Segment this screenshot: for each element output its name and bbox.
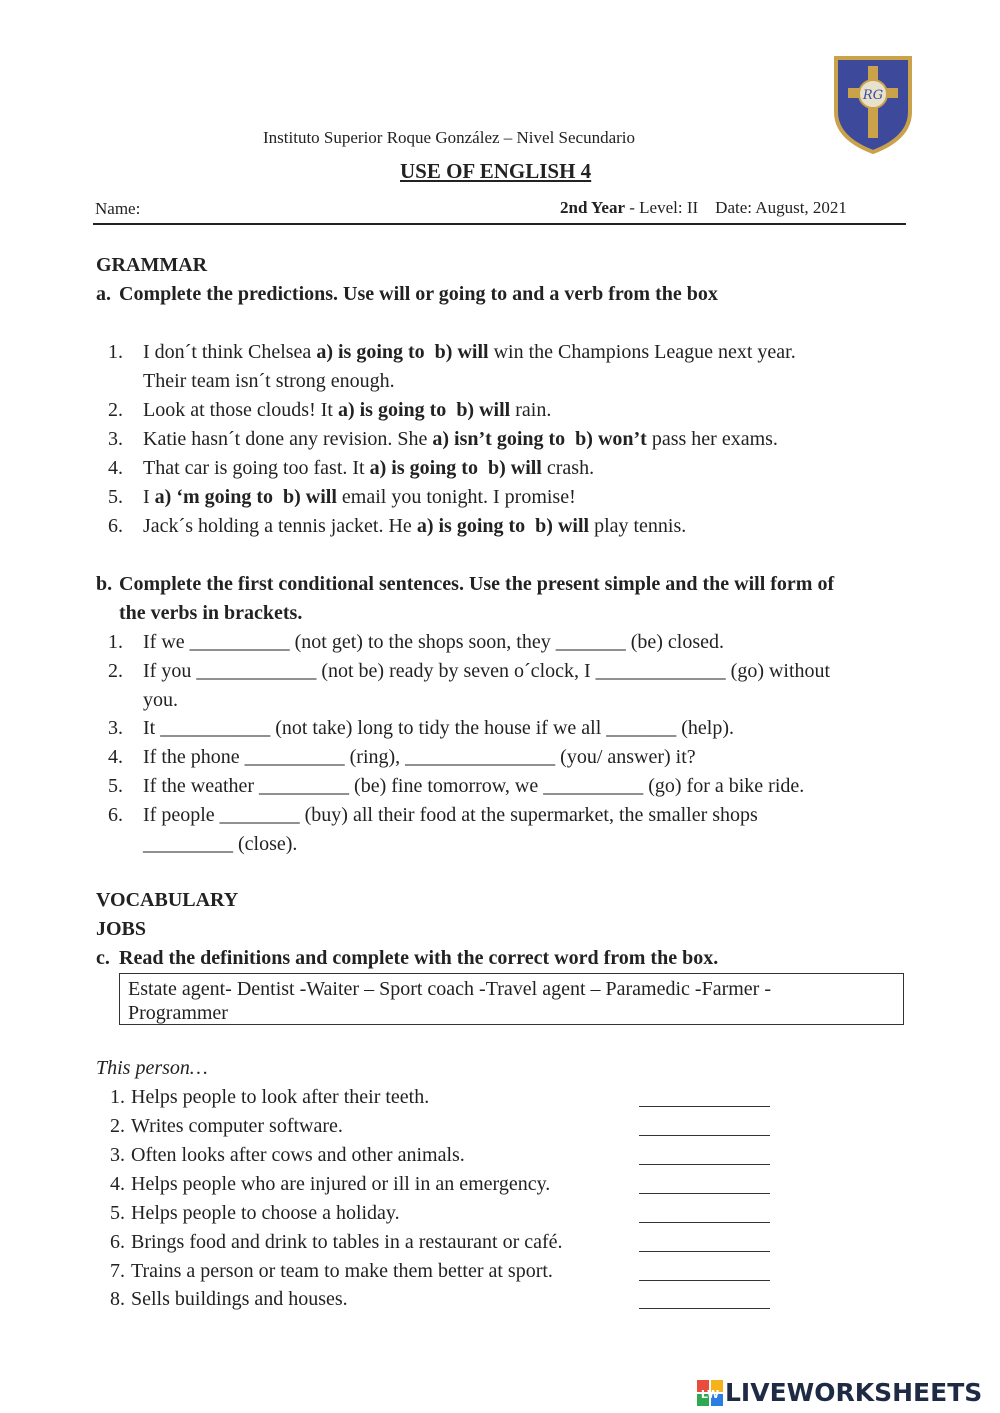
option-b[interactable]: b) will bbox=[434, 341, 489, 363]
section-b-instruction: Complete the first conditional sentences. Use the present simple and the will form of bbox=[119, 573, 835, 595]
option-a[interactable]: a) is going to bbox=[416, 515, 526, 537]
list-number: 1. bbox=[110, 1086, 125, 1108]
option-b[interactable]: b) will bbox=[456, 399, 511, 421]
list-number: 6. bbox=[108, 804, 123, 826]
section-c-label: c. bbox=[96, 947, 110, 969]
grammar-heading: GRAMMAR bbox=[96, 254, 208, 276]
date-label: Date: August, 2021 bbox=[715, 198, 847, 217]
definition-text: Helps people who are injured or ill in an emergency. bbox=[131, 1173, 551, 1195]
institute-name: Instituto Superior Roque González – Nivel Secundario bbox=[263, 128, 636, 147]
list-item bbox=[143, 487, 576, 507]
answer-blank[interactable] bbox=[639, 1106, 770, 1107]
section-b-instruction-cont: the verbs in brackets. bbox=[119, 602, 303, 624]
list-item: If people ________ (buy) all their food at the supermarket, the smaller shops bbox=[143, 804, 758, 826]
list-number: 1. bbox=[108, 631, 123, 653]
option-a[interactable]: a) isn’t going to bbox=[432, 428, 566, 450]
list-number: 2. bbox=[108, 660, 123, 682]
vocabulary-heading: VOCABULARY bbox=[96, 889, 239, 911]
list-item-continuation: Their team isn´t strong enough. bbox=[143, 370, 395, 392]
answer-blank[interactable] bbox=[639, 1164, 770, 1165]
option-a[interactable]: a) is going to bbox=[369, 457, 478, 479]
option-a[interactable]: a) is going to bbox=[337, 399, 447, 421]
list-item: If we __________ (not get) to the shops soon, they _______ (be) closed. bbox=[143, 631, 725, 653]
jobs-heading: JOBS bbox=[96, 918, 147, 940]
answer-blank[interactable] bbox=[639, 1280, 770, 1281]
definition-text: Trains a person or team to make them better at sport. bbox=[131, 1260, 553, 1282]
year-level-date bbox=[560, 199, 847, 216]
list-number: 2. bbox=[108, 399, 123, 421]
option-b[interactable]: b) will bbox=[283, 486, 337, 508]
answer-blank[interactable] bbox=[639, 1222, 770, 1223]
answer-blank[interactable] bbox=[639, 1308, 770, 1309]
list-number: 4. bbox=[108, 457, 123, 479]
definition-text: Writes computer software. bbox=[131, 1115, 343, 1137]
answer-blank[interactable] bbox=[639, 1193, 770, 1194]
option-a[interactable]: a) ‘m going to bbox=[154, 486, 273, 508]
header-rule bbox=[93, 223, 906, 225]
liveworksheets-wordmark: LIVEWORKSHEETS bbox=[725, 1378, 983, 1407]
item-text: win the Champions League next year. bbox=[488, 341, 796, 363]
liveworksheets-badge-icon bbox=[697, 1380, 723, 1406]
definitions-lead: This person… bbox=[96, 1057, 208, 1079]
svg-text:RG: RG bbox=[862, 88, 884, 103]
level-label: - Level: II bbox=[625, 198, 699, 217]
item-text: Katie hasn´t done any revision. She bbox=[143, 428, 433, 450]
word-box-line: Programmer bbox=[128, 1002, 228, 1024]
definition-text: Often looks after cows and other animals. bbox=[131, 1144, 465, 1166]
option-b[interactable]: b) will bbox=[535, 515, 590, 537]
list-item bbox=[143, 400, 551, 420]
list-number: 8. bbox=[110, 1288, 125, 1310]
list-number: 6. bbox=[108, 515, 123, 537]
section-a-label: a. bbox=[96, 283, 111, 305]
section-b-label: b. bbox=[96, 573, 113, 595]
year-label: 2nd Year bbox=[560, 198, 626, 217]
list-item: It ___________ (not take) long to tidy the house if we all _______ (help). bbox=[143, 717, 735, 739]
school-crest-logo bbox=[832, 54, 914, 154]
list-number: 5. bbox=[108, 486, 123, 508]
list-number: 6. bbox=[110, 1231, 125, 1253]
list-item-continuation: _________ (close). bbox=[143, 833, 298, 855]
item-text: I don´t think Chelsea bbox=[143, 341, 317, 363]
definition-text: Brings food and drink to tables in a restaurant or café. bbox=[131, 1231, 563, 1253]
list-item bbox=[143, 429, 778, 449]
list-item: If the weather _________ (be) fine tomorrow, we __________ (go) for a bike ride. bbox=[143, 775, 805, 797]
list-number: 4. bbox=[110, 1173, 125, 1195]
list-item bbox=[143, 458, 594, 478]
item-text: play tennis. bbox=[589, 515, 687, 537]
list-number: 5. bbox=[110, 1202, 125, 1224]
item-text: pass her exams. bbox=[646, 428, 778, 450]
page-title: USE OF ENGLISH 4 bbox=[400, 159, 592, 183]
list-number: 3. bbox=[108, 428, 123, 450]
section-a-instruction: Complete the predictions. Use will or going to and a verb from the box bbox=[119, 283, 718, 305]
definition-text: Helps people to choose a holiday. bbox=[131, 1202, 400, 1224]
section-c-instruction: Read the definitions and complete with the correct word from the box. bbox=[119, 947, 719, 969]
item-text: I bbox=[143, 486, 155, 508]
list-number: 2. bbox=[110, 1115, 125, 1137]
item-text: crash. bbox=[541, 457, 595, 479]
definition-text: Helps people to look after their teeth. bbox=[131, 1086, 430, 1108]
list-item bbox=[143, 516, 686, 536]
option-a[interactable]: a) is going to bbox=[316, 341, 425, 363]
answer-blank[interactable] bbox=[639, 1135, 770, 1136]
item-text: Look at those clouds! It bbox=[143, 399, 338, 421]
svg-text:LW: LW bbox=[700, 1388, 720, 1401]
list-item-continuation: you. bbox=[143, 689, 178, 711]
word-box bbox=[119, 973, 904, 1025]
list-item: If the phone __________ (ring), _______________ (you/ answer) it? bbox=[143, 746, 696, 768]
list-number: 5. bbox=[108, 775, 123, 797]
definition-text: Sells buildings and houses. bbox=[131, 1288, 348, 1310]
list-item: If you ____________ (not be) ready by seven o´clock, I _____________ (go) without bbox=[143, 660, 831, 682]
list-number: 3. bbox=[110, 1144, 125, 1166]
list-number: 3. bbox=[108, 717, 123, 739]
list-number: 4. bbox=[108, 746, 123, 768]
list-number: 7. bbox=[110, 1260, 125, 1282]
option-b[interactable]: b) won’t bbox=[575, 428, 647, 450]
list-number: 1. bbox=[108, 341, 123, 363]
option-b[interactable]: b) will bbox=[487, 457, 542, 479]
item-text: Jack´s holding a tennis jacket. He bbox=[143, 515, 417, 537]
item-text: That car is going too fast. It bbox=[143, 457, 370, 479]
answer-blank[interactable] bbox=[639, 1251, 770, 1252]
item-text: email you tonight. I promise! bbox=[336, 486, 576, 508]
name-label: Name: bbox=[95, 199, 141, 218]
item-text: rain. bbox=[510, 399, 552, 421]
word-box-line: Estate agent- Dentist -Waiter – Sport coach -Travel agent – Paramedic -Farmer - bbox=[128, 978, 771, 1000]
list-item bbox=[143, 342, 796, 362]
